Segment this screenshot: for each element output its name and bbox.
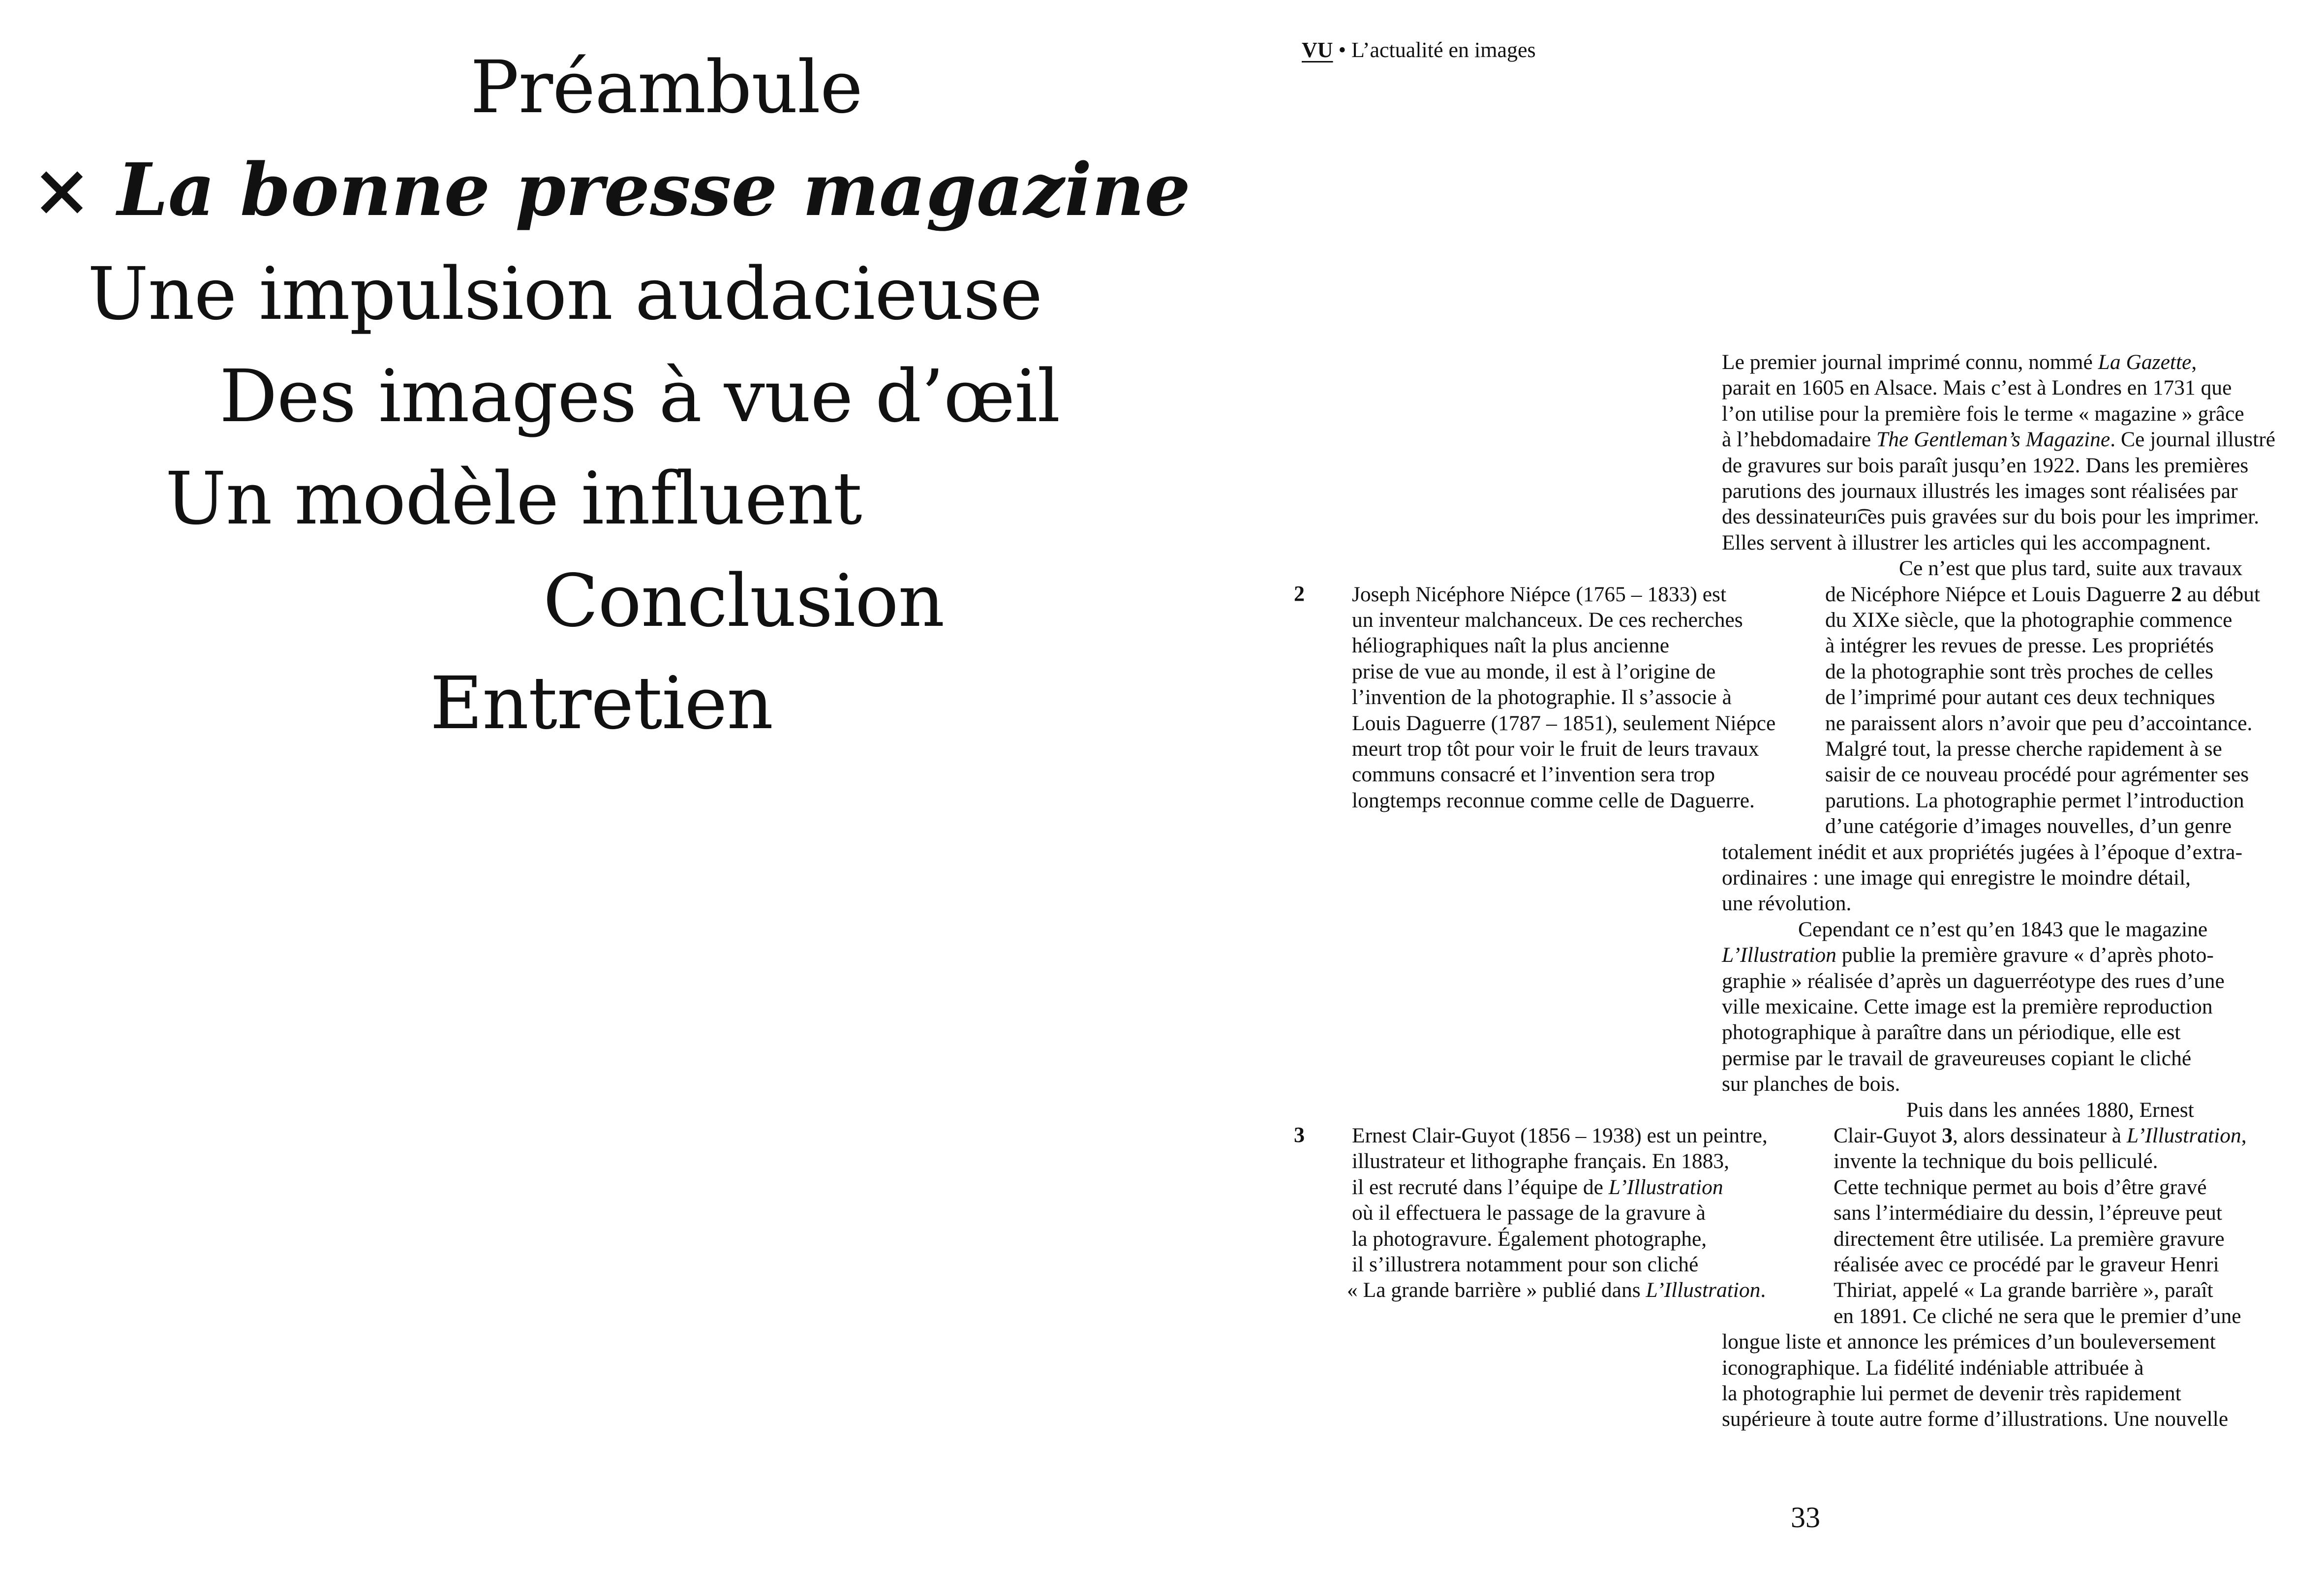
body-line: directement être utilisée. La première gravure [1834,1227,2225,1251]
note-line: communs consacré et l’invention sera trop [1352,763,1715,786]
body-line: sur planches de bois. [1722,1072,1900,1096]
body-line: réalisée avec ce procédé par le graveur Henri [1834,1253,2219,1276]
toc-item-entretien[interactable]: Entretien [430,661,773,745]
body-line: Le premier journal imprimé connu, nommé La Gazette, [1722,350,2197,374]
body-line: Malgré tout, la presse cherche rapidement à se [1825,737,2222,761]
note-line: Joseph Nicéphore Niépce (1765 – 1833) est [1352,583,1727,606]
body-line: à l’hebdomadaire The Gentleman’s Magazine. Ce journal illustré [1722,428,2276,451]
body-line: en 1891. Ce cliché ne sera que le premier d’une [1834,1304,2241,1328]
body-line: Elles servent à illustrer les articles qui les accompagnent. [1722,531,2211,554]
body-line: Cependant ce n’est qu’en 1843 que le magazine [1798,918,2208,941]
page-number: 33 [1791,1501,1820,1534]
body-line: ville mexicaine. Cette image est la première reproduction [1722,995,2213,1018]
body-line: saisir de ce nouveau procédé pour agrémenter ses [1825,763,2249,786]
note-line: « La grande barrière » publié dans L’Illustration. [1347,1278,1766,1302]
toc-item-images[interactable]: Des images à vue d’œil [219,354,1060,438]
note-line: prise de vue au monde, il est à l’origine de [1352,660,1716,683]
header-subtitle: L’actualité en images [1351,38,1536,62]
body-line: d’une catégorie d’images nouvelles, d’un genre [1825,814,2232,838]
body-line: Cette technique permet au bois d’être gravé [1834,1175,2207,1199]
note-line: héliographiques naît la plus ancienne [1352,634,1670,657]
body-line: de l’imprimé pour autant ces deux techniques [1825,685,2215,709]
body-line: permise par le travail de graveureuses copiant le cliché [1722,1046,2192,1070]
body-line: une révolution. [1722,892,1852,915]
note-line: meurt trop tôt pour voir le fruit de leurs travaux [1352,737,1759,761]
body-line: invente la technique du bois pelliculé. [1834,1149,2158,1173]
note-line: l’invention de la photographie. Il s’associe à [1352,685,1732,709]
body-line: photographique à paraître dans un périodique, elle est [1722,1020,2181,1044]
body-line: des dessinateurı͡ces puis gravées sur du bois pour les imprimer. [1722,505,2260,528]
note-number: 3 [1294,1123,1305,1147]
body-line: totalement inédit et aux propriétés jugées à l’époque d’extra- [1722,840,2243,864]
toc-item-conclusion[interactable]: Conclusion [543,559,945,643]
body-line: Thiriat, appelé « La grande barrière », paraît [1834,1278,2213,1302]
body-line: parutions. La photographie permet l’introduction [1825,789,2244,812]
note-line: la photogravure. Également photographe, [1352,1227,1707,1251]
toc-item-preambule[interactable]: Préambule [470,45,862,129]
body-line: Clair-Guyot 3, alors dessinateur à L’Illustration, [1834,1124,2247,1147]
note-line: Ernest Clair-Guyot (1856 – 1938) est un peintre, [1352,1124,1768,1147]
body-line: L’Illustration publie la première gravure « d’après photo- [1722,943,2214,967]
body-line: l’on utilise pour la première fois le terme « magazine » grâce [1722,402,2244,426]
body-line: longue liste et annonce les prémices d’un bouleversement [1722,1330,2216,1354]
body-line: graphie » réalisée d’après un daguerréotype des rues d’une [1722,969,2225,993]
note-line: il s’illustrera notamment pour son cliché [1352,1253,1699,1276]
body-line: Ce n’est que plus tard, suite aux travaux [1899,556,2243,580]
note-line: longtemps reconnue comme celle de Daguerre. [1352,789,1755,812]
body-line: de Nicéphore Niépce et Louis Daguerre 2 au début [1825,583,2261,606]
body-line: ordinaires : une image qui enregistre le moindre détail, [1722,866,2191,890]
body-line: la photographie lui permet de devenir très rapidement [1722,1382,2181,1405]
body-line: iconographique. La fidélité indéniable attribuée à [1722,1356,2144,1380]
note-line: où il effectuera le passage de la gravure à [1352,1201,1706,1225]
body-line: parutions des journaux illustrés les images sont réalisées par [1722,479,2238,503]
header-separator: • [1338,38,1346,62]
body-line: supérieure à toute autre forme d’illustrations. Une nouvelle [1722,1407,2229,1431]
body-line: parait en 1605 en Alsace. Mais c’est à Londres en 1731 que [1722,376,2232,400]
body-line: ne paraissent alors n’avoir que peu d’accointance. [1825,711,2253,735]
body-line: du XIXe siècle, que la photographie commence [1825,608,2232,632]
journal-name: VU [1302,38,1333,62]
body-line: de gravures sur bois paraît jusqu’en 1922. Dans les premières [1722,454,2249,477]
toc-item-modele[interactable]: Un modèle influent [165,457,862,541]
body-line: sans l’intermédiaire du dessin, l’épreuve peut [1834,1201,2222,1225]
toc-item-current[interactable]: × La bonne presse magazine [31,147,1191,232]
running-header [1302,37,1536,62]
note-line: un inventeur malchanceux. De ces recherches [1352,608,1743,632]
body-line: Puis dans les années 1880, Ernest [1906,1098,2194,1122]
body-line: de la photographie sont très proches de celles [1825,660,2213,683]
note-number: 2 [1294,582,1305,606]
note-line: Louis Daguerre (1787 – 1851), seulement Niépce [1352,711,1776,735]
toc-item-impulsion[interactable]: Une impulsion audacieuse [88,252,1042,336]
body-line: à intégrer les revues de presse. Les propriétés [1825,634,2214,657]
note-line: illustrateur et lithographe français. En 1883, [1352,1149,1730,1173]
note-line: il est recruté dans l’équipe de L’Illustration [1352,1175,1723,1199]
